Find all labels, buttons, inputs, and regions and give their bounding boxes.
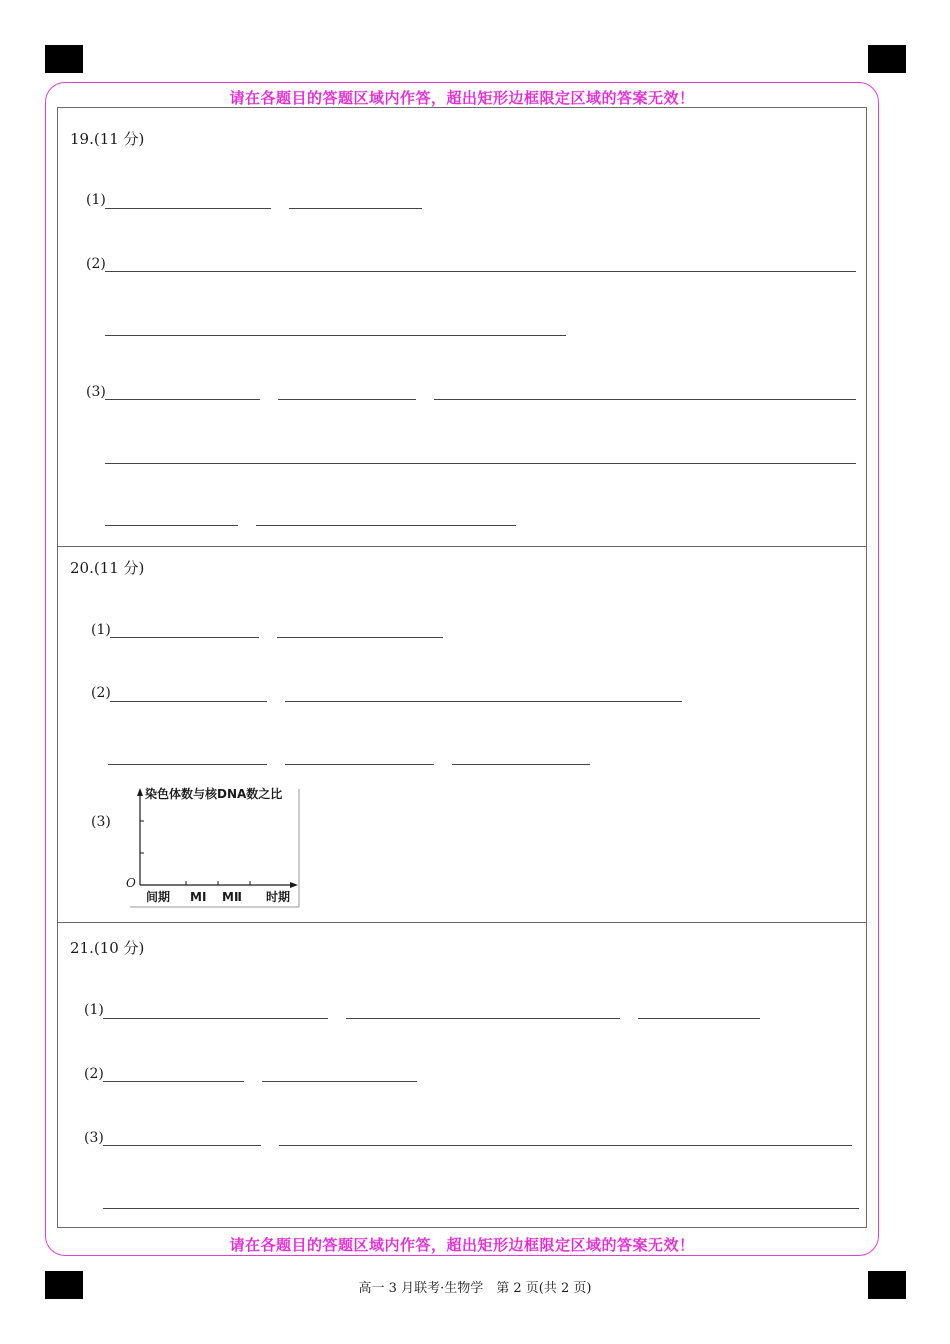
q19-part-3-label: (3)	[86, 384, 106, 400]
q20-part-2-label: (2)	[91, 685, 111, 701]
question-19-title: 19.(11 分)	[70, 130, 145, 148]
chart-x-axis-label: 时期	[266, 890, 291, 904]
q19-p1-blank-1[interactable]	[105, 208, 271, 209]
q19-part-1-label: (1)	[86, 192, 106, 208]
q20-p2-blank-1[interactable]	[110, 701, 267, 702]
q21-p3-blank-3[interactable]	[103, 1208, 859, 1209]
q19-p2-blank-2[interactable]	[105, 335, 566, 336]
q21-p3-blank-2[interactable]	[279, 1145, 852, 1146]
q19-p2-blank-1[interactable]	[105, 271, 856, 272]
q20-p1-blank-2[interactable]	[277, 637, 443, 638]
q19-p1-blank-2[interactable]	[289, 208, 422, 209]
q19-p3-blank-5[interactable]	[105, 525, 238, 526]
chart-y-arrow-icon	[137, 788, 143, 796]
q21-p1-blank-1[interactable]	[103, 1018, 328, 1019]
chart-y-axis-label: 染色体数与核DNA数之比	[145, 787, 283, 801]
question-21-box	[57, 922, 867, 1228]
q19-p3-blank-3[interactable]	[434, 399, 856, 400]
q19-part-2-label: (2)	[86, 256, 106, 272]
q20-part-1-label: (1)	[91, 622, 111, 638]
q21-p2-blank-1[interactable]	[103, 1081, 244, 1082]
warning-top: 请在各题目的答题区域内作答，超出矩形边框限定区域的答案无效！	[229, 89, 695, 107]
chart-x-arrow-icon	[290, 882, 298, 888]
question-21-title: 21.(10 分)	[70, 939, 145, 957]
q21-part-1-label: (1)	[84, 1002, 104, 1018]
q19-p3-blank-4[interactable]	[105, 463, 856, 464]
q21-part-3-label: (3)	[84, 1130, 104, 1146]
page-footer: 高一 3 月联考·生物学 第 2 页(共 2 页)	[358, 1281, 592, 1296]
q20-p2-blank-4[interactable]	[285, 764, 434, 765]
warning-bottom: 请在各题目的答题区域内作答，超出矩形边框限定区域的答案无效！	[229, 1236, 695, 1254]
q21-p1-blank-2[interactable]	[346, 1018, 620, 1019]
q20-p1-blank-1[interactable]	[110, 637, 259, 638]
q19-p3-blank-6[interactable]	[256, 525, 516, 526]
q21-p1-blank-3[interactable]	[638, 1018, 760, 1019]
chart-x-tick-label-2: MⅠ	[190, 890, 207, 904]
chart-origin-label: O	[126, 876, 136, 890]
q20-p2-blank-5[interactable]	[452, 764, 590, 765]
registration-mark-top-right	[868, 45, 906, 73]
q21-p2-blank-2[interactable]	[262, 1081, 417, 1082]
question-20-box	[57, 546, 867, 923]
chart-x-tick-label-3: MⅡ	[222, 890, 242, 904]
q21-p3-blank-1[interactable]	[103, 1145, 261, 1146]
q20-p2-blank-2[interactable]	[285, 701, 682, 702]
q21-part-2-label: (2)	[84, 1066, 104, 1082]
question-19-box	[57, 107, 867, 547]
chart-x-tick-label-1: 间期	[146, 890, 171, 904]
q20-p2-blank-3[interactable]	[108, 764, 267, 765]
registration-mark-top-left	[45, 45, 83, 73]
question-20-title: 20.(11 分)	[70, 559, 145, 577]
chromosome-dna-ratio-chart[interactable]	[120, 785, 300, 911]
q20-part-3-label: (3)	[91, 814, 111, 830]
q19-p3-blank-1[interactable]	[105, 399, 260, 400]
q19-p3-blank-2[interactable]	[278, 399, 416, 400]
